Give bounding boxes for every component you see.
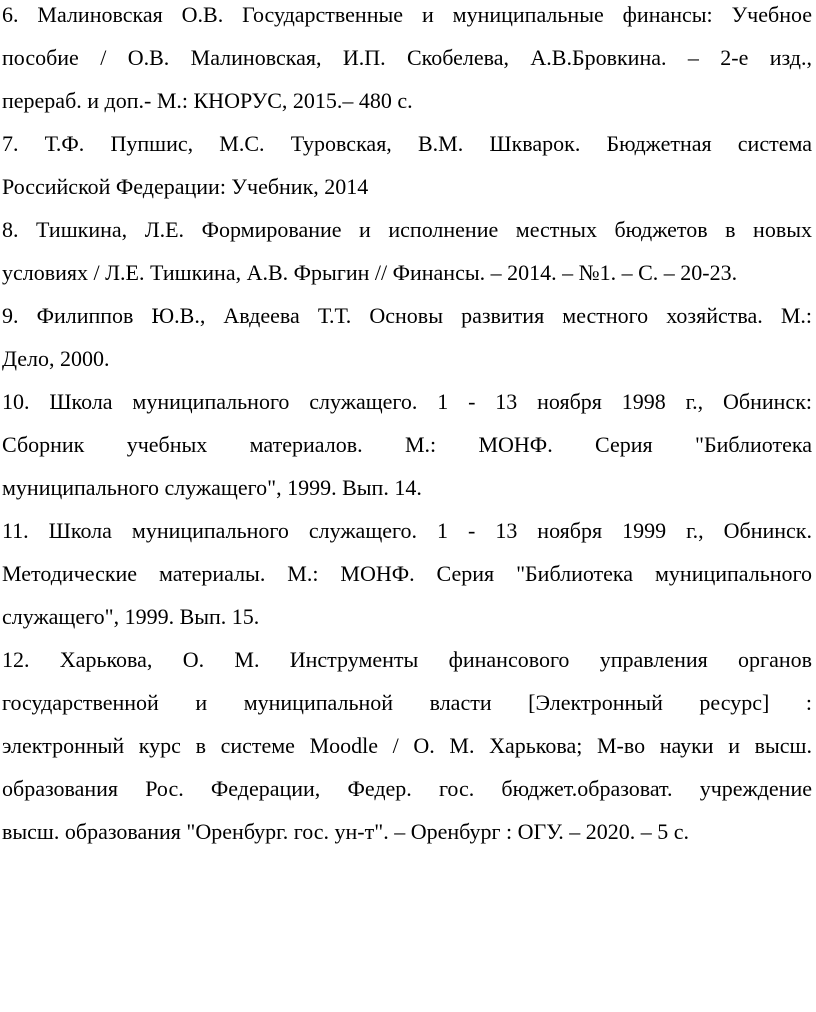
reference-line: электронный курс в системе Moodle / О. М. Харькова; М-во науки и высш. <box>2 733 812 758</box>
reference-line: Дело, 2000. <box>2 346 110 371</box>
reference-line: государственной и муниципальной власти [Электронный ресурс] : <box>2 690 812 715</box>
reference-line: 8. Тишкина, Л.Е. Формирование и исполнение местных бюджетов в новых <box>2 217 812 242</box>
reference-line: 9. Филиппов Ю.В., Авдеева Т.Т. Основы развития местного хозяйства. М.: <box>2 303 812 328</box>
reference-line: высш. образования "Оренбург. гос. ун-т". – Оренбург : ОГУ. – 2020. – 5 с. <box>2 819 689 844</box>
reference-line: Методические материалы. М.: МОНФ. Серия "Библиотека муниципального <box>2 561 812 586</box>
reference-line: 10. Школа муниципального служащего. 1 - 13 ноября 1998 г., Обнинск: <box>2 389 812 414</box>
reference-line: пособие / О.В. Малиновская, И.П. Скобелева, А.В.Бровкина. – 2-е изд., <box>2 45 812 70</box>
reference-line: служащего", 1999. Вып. 15. <box>2 604 260 629</box>
reference-line: перераб. и доп.- М.: КНОРУС, 2015.– 480 с. <box>2 88 413 113</box>
reference-line: муниципального служащего", 1999. Вып. 14. <box>2 475 422 500</box>
reference-line: условиях / Л.Е. Тишкина, А.В. Фрыгин // Финансы. – 2014. – №1. – С. – 20-23. <box>2 260 738 285</box>
reference-line: образования Рос. Федерации, Федер. гос. бюджет.образоват. учреждение <box>2 776 812 801</box>
reference-line: 11. Школа муниципального служащего. 1 - 13 ноября 1999 г., Обнинск. <box>2 518 812 543</box>
reference-line: 12. Харькова, О. М. Инструменты финансового управления органов <box>2 647 812 672</box>
reference-line: Сборник учебных материалов. М.: МОНФ. Серия "Библиотека <box>2 432 812 457</box>
reference-line: Российской Федерации: Учебник, 2014 <box>2 174 369 199</box>
reference-line: 7. Т.Ф. Пупшис, М.С. Туровская, В.М. Шкварок. Бюджетная система <box>2 131 812 156</box>
reference-line: 6. Малиновская О.В. Государственные и муниципальные финансы: Учебное <box>2 2 812 27</box>
